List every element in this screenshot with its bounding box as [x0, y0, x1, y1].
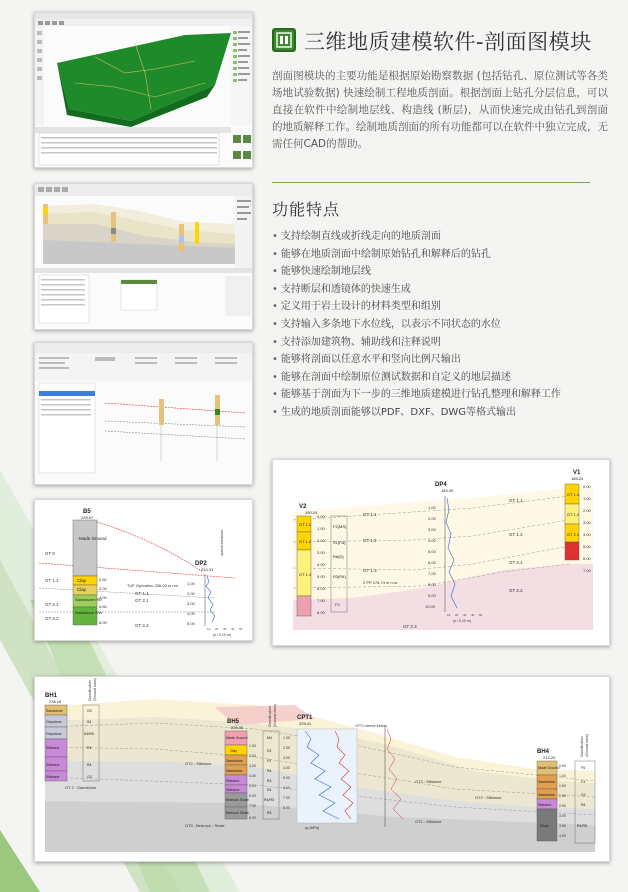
v1-depth: 3.00 [583, 520, 591, 525]
v1-unit: GT 2.1 [567, 532, 580, 537]
layer-label: GT 1.3 [363, 568, 377, 573]
v1-depth: 1.00 [583, 496, 591, 501]
bh5-unit: Sandstone [226, 769, 243, 773]
bh5-class: R3 [267, 811, 272, 815]
bh1-class: G2 [87, 775, 92, 779]
dp2-depth: 2,00 [187, 591, 195, 596]
bh5-depth: 2.00 [249, 754, 256, 758]
bh4-class: R4/R5 [577, 824, 587, 828]
axis-tick: 30 [223, 627, 227, 631]
layer-label: GT 2.1 [45, 602, 59, 607]
bh5-class: S3 [267, 749, 272, 753]
axis-tick: 50 [239, 627, 243, 631]
dp4-depth: 9,00 [428, 593, 436, 598]
dp4-depth: 3,00 [428, 527, 436, 532]
b5-unit: Made Ground [79, 536, 107, 541]
layer-label: GT 1.1 [363, 512, 377, 517]
bh5-depth: 8.00 [249, 816, 256, 820]
borehole-label: BH1 [45, 693, 58, 699]
b5-unit: Clay [77, 578, 87, 583]
bh5-unit: Sandstone [226, 759, 243, 763]
page-header [272, 26, 612, 54]
feature-item: • 能够快速绘制地层线 [272, 266, 371, 278]
bh5-class: R4 [267, 788, 272, 792]
v2-depth: 1.00 [317, 526, 325, 531]
bh4-depth: 1.50 [559, 784, 566, 788]
layer-label: GT 1.1 [45, 578, 59, 583]
dp2-depth: 1,00 [187, 581, 195, 586]
screenshot-section-definition [34, 342, 253, 485]
bh5-class: R3 [267, 779, 272, 783]
layer-label: GT2 : Siltstone [415, 819, 442, 824]
borehole-label: CPT1 [297, 715, 313, 721]
column-header: (Ground class) [93, 678, 97, 701]
borehole-elevation: 238.16 [49, 699, 62, 704]
bh1-class: S4 [87, 720, 92, 724]
layer-label: GT 2.2 [45, 616, 59, 621]
layer-label: GT 1.1 [509, 498, 523, 503]
axis-label: (n / 0.10 m) [213, 633, 231, 637]
borehole-elevation: 229.41 [299, 721, 312, 726]
bh5-depth: 3.00 [249, 764, 256, 768]
page-title: 三维地质建模软件-剖面图模块 [304, 30, 592, 54]
dp4-depth: 6,00 [428, 560, 436, 565]
column-header: (Ground class) [273, 704, 277, 727]
axis-tick: 10 [447, 613, 451, 617]
bh4-depth: 0.50 [559, 764, 566, 768]
column-header: Classification [88, 680, 92, 701]
bh4-unit: Siltstone [538, 803, 552, 807]
bh5-unit: Clay [230, 749, 238, 753]
feature-item: • 支持添加建筑物、辅助线和注释说明 [272, 336, 441, 348]
v2-depth: 5.00 [317, 574, 325, 579]
v1-depth: 6.00 [583, 556, 591, 561]
cpt-depth: 7.00 [283, 796, 290, 800]
bh4-class: F5 [581, 766, 586, 770]
dp4-depth: 7,00 [428, 571, 436, 576]
bh4-class: F3 [581, 780, 586, 784]
bh5-depth: 4.00 [249, 774, 256, 778]
v2-unit: GT 1.1 [299, 522, 312, 527]
feature-item: • 能够将剖面以任意水平和竖向比例尺输出 [272, 354, 461, 366]
dp2-depth: 4,00 [187, 611, 195, 616]
bh4-depth: 1.00 [559, 774, 566, 778]
dp2-elevation: 224.31 [201, 567, 214, 572]
cpt-depth: 8.00 [283, 806, 290, 810]
bh5-depth: 5.00 [249, 784, 256, 788]
layer-label: GT 2.1 [509, 560, 523, 565]
bh5-unit: Siltstone [226, 779, 240, 783]
axis-tick: 40 [231, 627, 235, 631]
bh5-depth: 1.00 [249, 744, 256, 748]
axis-tick: 50 [479, 613, 483, 617]
borehole-elevation: 190.24 [305, 510, 318, 515]
intro-paragraph: 剖面图模块的主要功能是根据原始勘察数据 (包括钻孔、原位测试等各类场地试验数据) 快速绘制工程地质剖面。根据剖面上钻孔分层信息，可以直接在软件中绘制地层线、构造线 (断层)，从而快速完成由钻孔到剖面的地质解释工作。绘制地质剖面的所有功能都可以在软件中独立完成，无需任何CAD的帮助。 [272, 70, 608, 150]
feature-item: • 生成的地质剖面能够以PDF、DXF、DWG等格式输出 [272, 406, 517, 418]
layer-label: GT2 : Siltstone [185, 761, 212, 766]
cpt-axis-label: qc [MPa] [305, 826, 319, 830]
layer-label: GT5 : Bedrock - Shale [185, 823, 225, 828]
v2-unit: R3(FA) [333, 574, 346, 579]
v2-depth: 0.00 [317, 514, 325, 519]
bh4-unit: Sandstone [538, 780, 555, 784]
bh4-depth: 2.50 [559, 804, 566, 808]
bh1-unit: Claystone [46, 720, 62, 724]
feature-item: • 定义用于岩土设计的材料类型和组别 [272, 301, 441, 313]
bh4-unit: Sandstone [538, 793, 555, 797]
dp4-depth: 4,00 [428, 538, 436, 543]
v2-depth: 8.00 [317, 610, 325, 615]
bh5-depth: 7.00 [249, 804, 256, 808]
v2-depth: 2.00 [317, 538, 325, 543]
bh4-depth: 3.50 [559, 824, 566, 828]
cpt-label: CPTU sleeve friction [355, 724, 387, 728]
layer-label: GT 2 : Sandstone [65, 785, 97, 790]
b5-depth: 2.00 [99, 586, 107, 591]
layer-label: GT 1.2 [509, 532, 523, 537]
bh5-unit: Siltstone [226, 788, 240, 792]
v2-depth: 7.00 [317, 598, 325, 603]
v2-depth: 4.00 [317, 562, 325, 567]
bh5-class: F4 [267, 759, 272, 763]
bh1-class: G0 [87, 709, 92, 713]
dp2-depth: 5,00 [187, 621, 195, 626]
feature-item: • 能够在剖面中绘制原位测试数据和自定义的地层描述 [272, 371, 511, 383]
axis-tick: 30 [463, 613, 467, 617]
section-divider [272, 182, 590, 183]
v1-unit: GT 1.2 [567, 512, 580, 517]
v2-unit: GT 1.2 [299, 539, 312, 544]
axis-tick: 20 [455, 613, 459, 617]
column-header: Classification [268, 706, 272, 727]
layer-label: GT3 : Siltstone [415, 779, 442, 784]
axis-label: (n / 0,10 m) [453, 619, 471, 623]
v1-depth: 0.00 [583, 484, 591, 489]
borehole-elevation: 185.24 [571, 476, 584, 481]
v2-unit: F2(MS) [333, 524, 347, 529]
v1-depth: 5.00 [583, 544, 591, 549]
cpt-depth: 5.00 [283, 776, 290, 780]
dp4-depth: 1,00 [428, 505, 436, 510]
layer-label: GT 2.2 [135, 623, 149, 628]
b5-unit: Sandstone MW [75, 610, 103, 615]
borehole-b5-label: B5 [83, 509, 91, 515]
bh1-class: R4 [87, 763, 92, 767]
dp4-depth: 10,00 [425, 604, 436, 609]
bh1-unit: Sandstone [46, 709, 63, 713]
b5-depth: 6.80 [99, 604, 107, 609]
b5-unit: Clay [77, 587, 87, 592]
borehole-label: DP4 [435, 482, 447, 488]
layer-label: GT 0 [45, 551, 55, 556]
b5-elevation: 239.97 [81, 515, 94, 520]
dp4-depth: 5,00 [428, 549, 436, 554]
screenshot-3d-model [34, 12, 253, 168]
axis-tick: 40 [471, 613, 475, 617]
bh5-class: R4 [267, 769, 272, 773]
dp2-depth: 3,00 [187, 601, 195, 606]
borehole-label: V1 [573, 470, 581, 476]
v1-depth: 4.00 [583, 532, 591, 537]
borehole-elevation: 214.20 [543, 755, 556, 760]
b5-unit: Sandstone HW [75, 597, 102, 602]
feature-item: • 能够基于剖面为下一步的三维地质建模进行钻孔整理和解释工作 [272, 389, 561, 401]
v1-unit: GT 1.1 [567, 492, 580, 497]
bh4-class: G2 [581, 793, 586, 797]
feature-item: • 支持断层和透镜体的快速生成 [272, 283, 411, 295]
bh4-depth: 2.00 [559, 794, 566, 798]
feature-item: • 支持输入多条地下水位线，以表示不同状态的水位 [272, 318, 501, 330]
bh1-unit: Claystone [46, 732, 62, 736]
features-title: 功能特点 [272, 200, 341, 219]
v1-depth: 7.00 [583, 568, 591, 573]
layer-label: GT 1.2 [363, 538, 377, 543]
feature-item: • 能够在地质剖面中绘制原始钻孔和解释后的钻孔 [272, 248, 491, 260]
layer-label: GT 1.1 [135, 591, 149, 596]
water-level-label: 2 PP 178.74 m n.m. [363, 580, 399, 585]
v2-unit: S1(FA) [333, 540, 346, 545]
v2-unit: GT 1.3 [299, 572, 312, 577]
layer-label: GT 2.1 [135, 598, 149, 603]
v2-unit: F2 [335, 602, 340, 607]
bh1-class: S4/R5 [84, 732, 94, 736]
dp4-depth: 8,00 [428, 582, 436, 587]
layer-label: GT2 : Siltstone [475, 795, 502, 800]
v2-depth: 3.00 [317, 550, 325, 555]
cpt-depth: 6.00 [283, 786, 290, 790]
cpt-depth: 3.00 [283, 756, 290, 760]
feature-item: • 支持绘制直线或折线走向的地质剖面 [272, 231, 441, 242]
bh1-unit: Siltstone [46, 746, 60, 750]
column-header: Classification [580, 736, 584, 757]
profile-bottom-section [34, 676, 610, 862]
borehole-dp2-label: DP2 [195, 561, 207, 567]
bh4-unit: Shale [540, 824, 549, 828]
layer-label: GT 2.2 [509, 588, 523, 593]
rotated-axis-label: speed resistance [220, 529, 224, 556]
axis-tick: 10 [207, 627, 211, 631]
dp4-depth: 2,00 [428, 516, 436, 521]
bh5-unit: Made Ground [226, 736, 248, 740]
v2-unit: R6(D) [333, 554, 344, 559]
bh1-unit: Siltstone [46, 775, 60, 779]
borehole-elevation: 229.00 [231, 725, 244, 730]
profile-b5-dp2 [34, 499, 253, 641]
borehole-label: V2 [299, 504, 307, 510]
water-level-label: TUF Operation 236.00 m nm [127, 583, 178, 588]
bh1-unit: Siltstone [46, 763, 60, 767]
column-header: (Ground class) [585, 734, 589, 757]
bh4-class: R4 [581, 803, 586, 807]
layer-label: GT 2.3 [403, 624, 417, 629]
bh4-depth: 3.00 [559, 814, 566, 818]
bh5-unit: Bedrock Shale [226, 811, 249, 815]
b5-depth: 8.00 [99, 620, 107, 625]
borehole-label: BH4 [537, 749, 550, 755]
b5-depth: 4.00 [99, 595, 107, 600]
bh5-class: R4/R3 [264, 798, 274, 802]
b5-depth: 0.60 [99, 577, 107, 582]
cpt-depth: 2.00 [283, 746, 290, 750]
axis-tick: 20 [215, 627, 219, 631]
cpt-depth: 1.00 [283, 736, 290, 740]
bh4-depth: 4.00 [559, 834, 566, 838]
bh5-class: M4 [267, 736, 272, 740]
features-list [272, 228, 612, 422]
software-module-icon [272, 28, 296, 52]
borehole-elevation: 184.30 [441, 488, 454, 493]
profile-v2-dp4-v1 [272, 459, 610, 646]
v1-depth: 2.00 [583, 508, 591, 513]
borehole-label: BH5 [227, 719, 240, 725]
bh1-class: R4 [87, 746, 92, 750]
bh5-depth: 6.00 [249, 794, 256, 798]
v2-depth: 6.00 [317, 586, 325, 591]
screenshot-section-editor [34, 183, 253, 330]
bh4-unit: Made Ground [538, 766, 560, 770]
bh5-unit: Bedrock Shale [226, 798, 249, 802]
cpt-depth: 4.00 [283, 766, 290, 770]
